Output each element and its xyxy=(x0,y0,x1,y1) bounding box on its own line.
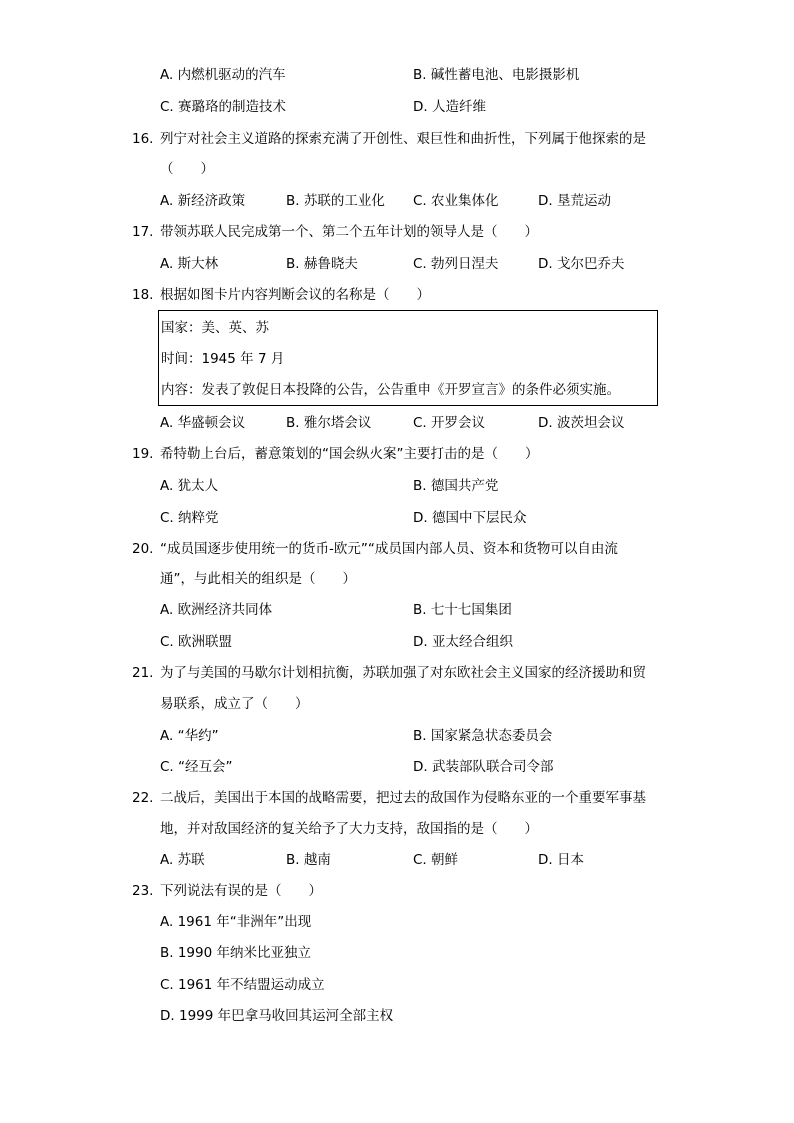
q20-option-a: A. 欧洲经济共同体 xyxy=(160,602,273,618)
q20-option-d: D. 亚太经合组织 xyxy=(413,634,513,650)
q18-option-b: B. 雅尔塔会议 xyxy=(286,415,372,431)
q16-option-a: A. 新经济政策 xyxy=(160,193,246,209)
q18-info-card xyxy=(158,310,658,406)
q19-option-d: D. 德国中下层民众 xyxy=(413,510,527,526)
q16-option-b: B. 苏联的工业化 xyxy=(286,193,385,209)
q17-stem-line1: 带领苏联人民完成第一个、第二个五年计划的领导人是（ ） xyxy=(160,224,538,240)
q16-option-c: C. 农业集体化 xyxy=(413,193,499,209)
q18-number: 18. xyxy=(132,287,154,303)
q15-option-b: B. 碱性蓄电池、电影摄影机 xyxy=(413,67,580,83)
q15-option-a: A. 内燃机驱动的汽车 xyxy=(160,67,286,83)
q21-stem-line2: 易联系，成立了（ ） xyxy=(160,696,309,712)
q18-stem-line1: 根据如图卡片内容判断会议的名称是（ ） xyxy=(160,287,430,303)
q22-option-c: C. 朝鲜 xyxy=(413,852,459,868)
q23-option-b: B. 1990 年纳米比亚独立 xyxy=(160,945,311,961)
q22-option-d: D. 日本 xyxy=(538,852,584,868)
q16-stem-line1: 列宁对社会主义道路的探索充满了开创性、艰巨性和曲折性，下列属于他探索的是 xyxy=(160,131,646,147)
q20-option-b: B. 七十七国集团 xyxy=(413,602,512,618)
q15-option-c: C. 赛璐珞的制造技术 xyxy=(160,99,287,115)
q21-number: 21. xyxy=(132,665,154,681)
q21-option-d: D. 武装部队联合司令部 xyxy=(413,759,554,775)
q21-option-c: C. “经互会” xyxy=(160,759,233,775)
q17-number: 17. xyxy=(132,224,154,240)
q23-number: 23. xyxy=(132,883,154,899)
q20-stem-line1: “成员国逐步使用统一的货币-欧元”“成员国内部人员、资本和货物可以自由流 xyxy=(160,541,618,557)
q16-stem-line2: （ ） xyxy=(160,161,214,177)
q22-number: 22. xyxy=(132,790,154,806)
q15-option-d: D. 人造纤维 xyxy=(413,99,486,115)
q22-stem-line2: 地，并对敌国经济的复关给予了大力支持，敌国指的是（ ） xyxy=(160,821,538,837)
q19-stem-line1: 希特勒上台后，蓄意策划的“国会纵火案”主要打击的是（ ） xyxy=(160,446,539,462)
q19-option-a: A. 犹太人 xyxy=(160,478,219,494)
q19-option-c: C. 纳粹党 xyxy=(160,510,219,526)
q17-option-b: B. 赫鲁晓夫 xyxy=(286,256,358,272)
q19-option-b: B. 德国共产党 xyxy=(413,478,499,494)
q21-stem-line1: 为了与美国的马歇尔计划相抗衡，苏联加强了对东欧社会主义国家的经济援助和贸 xyxy=(160,665,646,681)
q20-option-c: C. 欧洲联盟 xyxy=(160,634,233,650)
q22-stem-line1: 二战后，美国出于本国的战略需要，把过去的敌国作为侵略东亚的一个重要军事基 xyxy=(160,790,646,806)
q22-option-b: B. 越南 xyxy=(286,852,331,868)
q16-number: 16. xyxy=(132,131,154,147)
q20-number: 20. xyxy=(132,541,154,557)
q18-card-line3: 内容：发表了敦促日本投降的公告，公告重申《开罗宣言》的条件必须实施。 xyxy=(161,382,620,398)
q17-option-d: D. 戈尔巴乔夫 xyxy=(538,256,625,272)
q18-option-c: C. 开罗会议 xyxy=(413,415,486,431)
q17-option-a: A. 斯大林 xyxy=(160,256,219,272)
q18-card-line2: 时间：1945 年 7 月 xyxy=(161,351,285,367)
q18-card-line1: 国家：美、英、苏 xyxy=(161,320,269,336)
q18-option-d: D. 波茨坦会议 xyxy=(538,415,625,431)
q21-option-a: A. “华约” xyxy=(160,728,219,744)
q20-stem-line2: 通”，与此相关的组织是（ ） xyxy=(160,571,356,587)
q22-option-a: A. 苏联 xyxy=(160,852,205,868)
q23-stem-line1: 下列说法有误的是（ ） xyxy=(160,883,322,899)
q23-option-c: C. 1961 年不结盟运动成立 xyxy=(160,977,325,993)
q17-option-c: C. 勃列日涅夫 xyxy=(413,256,499,272)
q18-option-a: A. 华盛顿会议 xyxy=(160,415,246,431)
q19-number: 19. xyxy=(132,446,154,462)
q23-option-d: D. 1999 年巴拿马收回其运河全部主权 xyxy=(160,1008,394,1024)
q21-option-b: B. 国家紧急状态委员会 xyxy=(413,728,553,744)
q23-option-a: A. 1961 年“非洲年”出现 xyxy=(160,914,312,930)
q16-option-d: D. 垦荒运动 xyxy=(538,193,611,209)
